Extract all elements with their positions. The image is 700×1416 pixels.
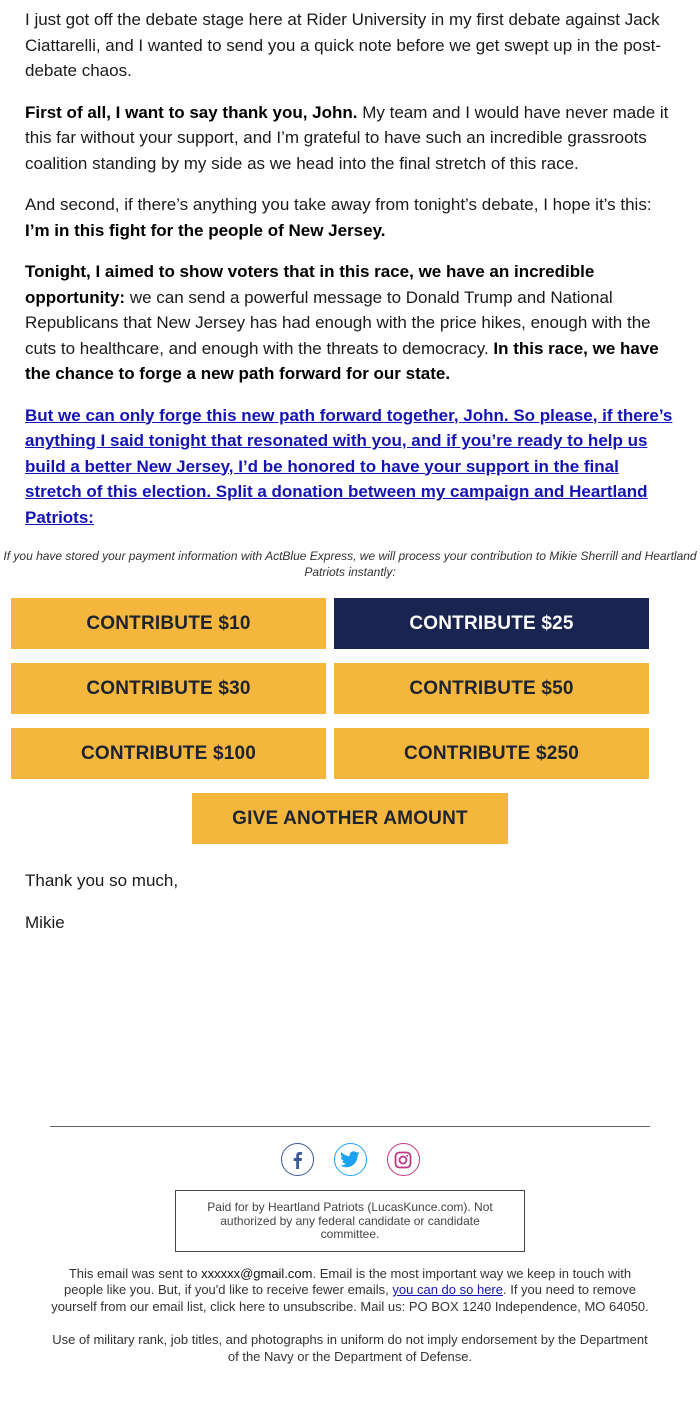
takeaway-bold: I’m in this fight for the people of New Jersey. xyxy=(25,220,386,240)
thank-you-line: Thank you so much, xyxy=(25,871,179,890)
donation-cta-link[interactable]: But we can only forge this new path forward together, John. So please, if there’s anything I said tonight that resonated with you, and if you’re ready to help us build a better New Jersey, I’d be honored to have your support in the final stretch of this election. Split a donation between my campaign and Heartland Patriots: xyxy=(25,405,673,527)
paid-for-disclaimer-box: Paid for by Heartland Patriots (LucasKunce.com). Not authorized by any federal candidate or candidate committee. xyxy=(175,1190,525,1252)
instagram-glyph xyxy=(394,1151,412,1169)
footer-fine-print xyxy=(50,1266,650,1316)
intro-text: I just got off the debate stage here at Rider University in my first debate against Jack Ciattarelli, and I wanted to send you a quick note before we get swept up in the post-debate chaos. xyxy=(25,10,661,80)
actblue-express-note: If you have stored your payment information with ActBlue Express, we will process your contribution to Mikie Sherrill and Heartland Patriots instantly: xyxy=(3,549,697,579)
signature: Mikie xyxy=(25,913,65,932)
unsubscribe-text: . If you need to remove yourself from our email list, click here to unsubscribe. Mail us: PO BOX 1240 Independence, MO 64050. xyxy=(51,1282,649,1314)
other-amount-wrap xyxy=(0,793,700,844)
thanks-bold: First of all, I want to say thank you, John. xyxy=(25,102,358,122)
new-path-bold: In this race, we have the chance to forge a new path forward for our state. xyxy=(25,338,659,383)
twitter-glyph xyxy=(340,1151,360,1168)
paragraph-opportunity xyxy=(25,259,675,387)
opportunity-bold: Tonight, I aimed to show voters that in this race, we have an incredible opportunity: xyxy=(25,262,595,307)
contribute-30-button[interactable]: CONTRIBUTE $30 xyxy=(11,663,326,714)
contribute-10-button[interactable]: CONTRIBUTE $10 xyxy=(11,598,326,649)
sent-to-prefix: This email was sent to xyxy=(68,1265,202,1281)
instagram-icon[interactable] xyxy=(387,1143,420,1176)
twitter-icon[interactable] xyxy=(334,1143,367,1176)
fewer-emails-link[interactable]: you can do so here xyxy=(392,1282,503,1297)
email-body xyxy=(0,7,700,530)
takeaway-text: And second, if there’s anything you take away from tonight’s debate, I hope it’s this: xyxy=(25,195,652,214)
paragraph-thanks xyxy=(25,100,675,177)
opportunity-text: we can send a powerful message to Donald Trump and National Republicans that New Jersey has had enough with the price hikes, enough with the cuts to healthcare, and enough with the threats to democracy. xyxy=(25,287,651,358)
thanks-text: My team and I would have never made it this far without your support, and I’m grateful to have such an incredible grassroots coalition standing by my side as we head into the final stretch of this race. xyxy=(25,102,669,173)
recipient-email: xxxxxx@gmail.com xyxy=(201,1265,313,1281)
footer xyxy=(0,1126,700,1365)
facebook-glyph xyxy=(290,1151,304,1169)
give-another-amount-button[interactable]: GIVE ANOTHER AMOUNT xyxy=(192,793,508,844)
facebook-icon[interactable] xyxy=(281,1143,314,1176)
signoff xyxy=(0,870,700,934)
social-links xyxy=(0,1143,700,1176)
contribute-button-grid xyxy=(11,598,700,779)
paragraph-cta xyxy=(25,403,675,531)
sent-to-text: . Email is the most important way we keep in touch with people like you. But, if you'd like to receive fewer emails, xyxy=(64,1265,632,1297)
footer-divider xyxy=(50,1126,650,1127)
military-disclaimer: Use of military rank, job titles, and photographs in uniform do not imply endorsement by the Department of the Navy or the Department of Defense. xyxy=(52,1332,648,1364)
contribute-250-button[interactable]: CONTRIBUTE $250 xyxy=(334,728,649,779)
paragraph-takeaway xyxy=(25,192,675,243)
contribute-100-button[interactable]: CONTRIBUTE $100 xyxy=(11,728,326,779)
contribute-25-button[interactable]: CONTRIBUTE $25 xyxy=(334,598,649,649)
paragraph-intro xyxy=(25,7,675,84)
contribute-50-button[interactable]: CONTRIBUTE $50 xyxy=(334,663,649,714)
